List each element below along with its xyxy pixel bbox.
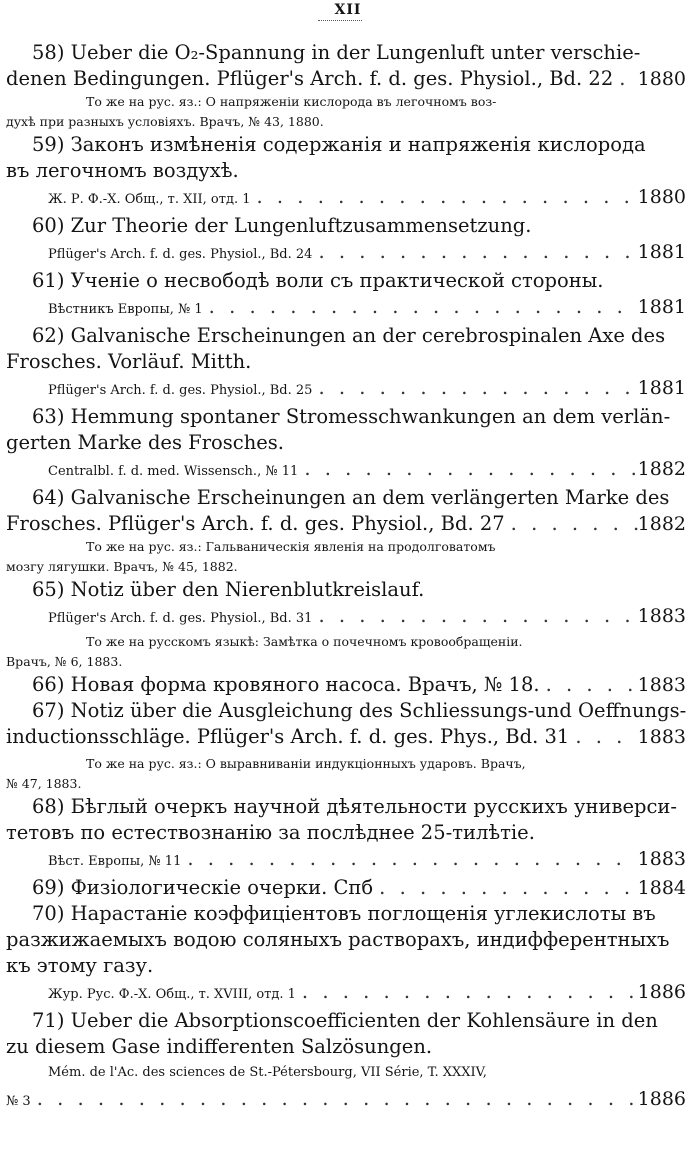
entry-note-line: мозгу лягушки. Врачъ, № 45, 1882. bbox=[6, 559, 238, 574]
entry-60 bbox=[6, 213, 686, 268]
entry-63 bbox=[6, 404, 686, 485]
entry-heading-line: 68) Бѣглый очеркъ научной дѣятельности русскихъ универси- bbox=[32, 795, 677, 818]
entry-citation: Pflüger's Arch. f. d. ges. Physiol., Bd. 31 bbox=[48, 611, 313, 626]
entry-note-line: Врачъ, № 6, 1883. bbox=[6, 654, 123, 669]
entry-heading-line: 63) Hemmung spontaner Stromesschwankungen an dem verlän- bbox=[32, 405, 671, 428]
entry-note-line: № 47, 1883. bbox=[6, 776, 82, 791]
entry-heading-line bbox=[6, 875, 686, 901]
entry-year: 1883 bbox=[637, 605, 686, 627]
entry-citation-line bbox=[6, 1086, 686, 1115]
leader-dots bbox=[505, 511, 638, 537]
entry-year: 1883 bbox=[637, 848, 686, 870]
entry-67 bbox=[6, 698, 686, 794]
entry-heading-line: gerten Marke des Frosches. bbox=[6, 431, 284, 454]
leader-dots bbox=[203, 294, 638, 320]
entry-heading-line: 67) Notiz über die Ausgleichung des Schliessungs-und Oeffnungs- bbox=[32, 699, 686, 722]
leader-dots bbox=[296, 979, 638, 1005]
entry-heading-line: въ легочномъ воздухѣ. bbox=[6, 159, 239, 182]
entry-year: 1883 bbox=[637, 726, 686, 748]
entry-heading-line: 59) Законъ измѣненія содержанія и напряженія кислорода bbox=[32, 133, 646, 156]
entry-65 bbox=[6, 577, 686, 672]
entry-citation-line bbox=[6, 375, 686, 404]
entry-citation-tail: № 3 bbox=[6, 1094, 31, 1109]
entry-heading-line: 58) Ueber die O₂-Spannung in der Lungenluft unter verschie- bbox=[32, 41, 641, 64]
entry-69 bbox=[6, 875, 686, 901]
entry-year: 1881 bbox=[637, 377, 686, 399]
entry-citation: Вѣстникъ Европы, № 1 bbox=[48, 302, 203, 317]
leader-dots bbox=[251, 184, 638, 210]
leader-dots bbox=[312, 239, 637, 265]
entry-note-line: То же на рус. яз.: О напряженіи кислорода въ легочномъ воз- bbox=[86, 94, 497, 109]
entry-citation-line bbox=[6, 456, 686, 485]
entry-citation: Pflüger's Arch. f. d. ges. Physiol., Bd. 24 bbox=[48, 247, 313, 262]
entry-citation-line bbox=[6, 979, 686, 1008]
entry-citation-line bbox=[6, 239, 686, 268]
entry-citation: Mém. de l'Ac. des sciences de St.-Pétersbourg, VII Série, T. XXXIV, bbox=[48, 1065, 487, 1080]
entry-heading-text: Frosches. Pflüger's Arch. f. d. ges. Physiol., Bd. 27 bbox=[6, 512, 505, 535]
entry-heading-line bbox=[6, 672, 686, 698]
entry-note-line: То же на рус. яз.: О выравниваніи индукціонныхъ ударовъ. Врачъ, bbox=[86, 756, 526, 771]
leader-dots bbox=[312, 375, 637, 401]
leader-dots bbox=[540, 672, 638, 698]
entry-heading-line: тетовъ по естествознанію за послѣднее 25-тилѣтіе. bbox=[6, 821, 535, 844]
entry-heading-line: 61) Ученіе о несвободѣ воли съ практической стороны. bbox=[32, 269, 604, 292]
entry-year: 1880 bbox=[637, 68, 686, 90]
entry-year: 1886 bbox=[637, 981, 686, 1003]
leader-dots bbox=[569, 724, 637, 750]
entry-66 bbox=[6, 672, 686, 698]
entry-year: 1880 bbox=[637, 186, 686, 208]
entry-year: 1881 bbox=[637, 296, 686, 318]
entry-heading-text: 66) Новая форма кровяного насоса. Врачъ, № 18. bbox=[32, 673, 540, 696]
entry-heading-line: 71) Ueber die Absorptionscoefficienten der Kohlensäure in den bbox=[32, 1009, 658, 1032]
leader-dots bbox=[181, 846, 637, 872]
entry-heading-text: 69) Физіологическіе очерки. Спб bbox=[32, 876, 374, 899]
entry-note-line: духѣ при разныхъ условіяхъ. Врачъ, № 43, 1880. bbox=[6, 114, 324, 129]
entry-heading-line bbox=[6, 66, 686, 92]
entry-citation: Pflüger's Arch. f. d. ges. Physiol., Bd. 25 bbox=[48, 383, 313, 398]
entry-59 bbox=[6, 132, 686, 213]
entry-citation: Centralbl. f. d. med. Wissensch., № 11 bbox=[48, 464, 299, 479]
leader-dots bbox=[298, 456, 637, 482]
entry-heading-line: 62) Galvanische Erscheinungen an der cerebrospinalen Axe des bbox=[32, 324, 666, 347]
page-number-rule bbox=[318, 20, 362, 21]
entry-year: 1886 bbox=[637, 1088, 686, 1110]
entry-note-line: То же на русскомъ языкѣ: Замѣтка о почечномъ кровообращеніи. bbox=[86, 634, 523, 649]
entry-note-line: То же на рус. яз.: Гальваническія явленія на продолговатомъ bbox=[86, 539, 496, 554]
entry-heading-line: Frosches. Vorläuf. Mitth. bbox=[6, 350, 252, 373]
entry-58 bbox=[6, 40, 686, 132]
bibliography-list bbox=[6, 40, 686, 1115]
leader-dots bbox=[312, 603, 637, 629]
entry-68 bbox=[6, 794, 686, 875]
entry-64 bbox=[6, 485, 686, 577]
entry-year: 1883 bbox=[637, 674, 686, 696]
entry-heading-text: denen Bedingungen. Pflüger's Arch. f. d. ges. Physiol., Bd. 22 bbox=[6, 67, 614, 90]
entry-61 bbox=[6, 268, 686, 323]
entry-70 bbox=[6, 901, 686, 1008]
entry-citation: Вѣст. Европы, № 11 bbox=[48, 854, 182, 869]
entry-citation: Ж. Р. Ф.-Х. Общ., т. XII, отд. 1 bbox=[48, 192, 251, 207]
entry-heading-line bbox=[6, 511, 686, 537]
entry-heading-text: inductionsschläge. Pflüger's Arch. f. d. ges. Phys., Bd. 31 bbox=[6, 725, 570, 748]
entry-citation-line bbox=[6, 603, 686, 632]
entry-year: 1884 bbox=[637, 877, 686, 899]
entry-heading-line: zu diesem Gase indifferenten Salzösungen. bbox=[6, 1035, 433, 1058]
leader-dots bbox=[31, 1086, 638, 1112]
entry-heading-line: разжижаемыхъ водою соляныхъ растворахъ, индифферентныхъ bbox=[6, 928, 670, 951]
page-number: XII bbox=[334, 2, 362, 18]
entry-citation: Жур. Рус. Ф.-Х. Общ., т. XVIII, отд. 1 bbox=[48, 987, 296, 1002]
entry-62 bbox=[6, 323, 686, 404]
entry-heading-line bbox=[6, 724, 686, 750]
entry-year: 1882 bbox=[637, 458, 686, 480]
entry-heading-line: 64) Galvanische Erscheinungen an dem verlängerten Marke des bbox=[32, 486, 670, 509]
entry-heading-line: 60) Zur Theorie der Lungenluftzusammensetzung. bbox=[32, 214, 532, 237]
entry-citation-line bbox=[6, 846, 686, 875]
entry-heading-line: 65) Notiz über den Nierenblutkreislauf. bbox=[32, 578, 425, 601]
entry-year: 1881 bbox=[637, 241, 686, 263]
entry-heading-line: къ этому газу. bbox=[6, 954, 154, 977]
leader-dots bbox=[373, 875, 637, 901]
entry-year: 1882 bbox=[637, 513, 686, 535]
entry-citation-line bbox=[6, 184, 686, 213]
entry-71 bbox=[6, 1008, 686, 1115]
leader-dots bbox=[613, 66, 637, 92]
entry-heading-line: 70) Нарастаніе коэффиціентовъ поглощенія углекислоты въ bbox=[32, 902, 656, 925]
entry-citation-line bbox=[6, 294, 686, 323]
